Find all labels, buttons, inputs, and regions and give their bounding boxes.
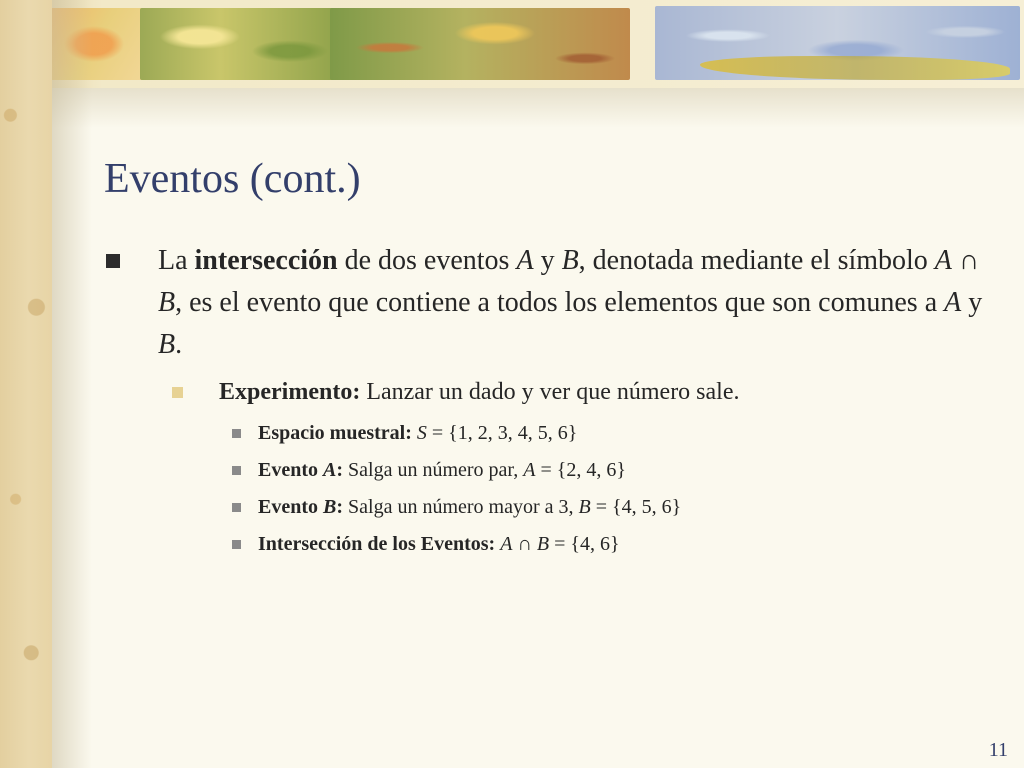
sample-space-text: Espacio muestral: S = {1, 2, 3, 4, 5, 6}: [258, 422, 578, 444]
event-b-text: Evento B: Salga un número mayor a 3, B = {4, 5, 6}: [258, 496, 682, 518]
parchment-strip: [0, 0, 52, 768]
definition-text: La intersección de dos eventos A y B, denotada mediante el símbolo A ∩ B, es el evento que contiene a todos los elementos que son comunes a A y B.: [158, 245, 983, 360]
decorative-photo-2: [140, 8, 340, 80]
experiment-text: Experimento: Lanzar un dado y ver que número sale.: [219, 379, 740, 405]
banner-shadow: [52, 88, 1024, 128]
square-bullet-icon: [232, 466, 241, 475]
square-bullet-icon: [232, 429, 241, 438]
bullet-intersection-definition: [104, 240, 994, 366]
square-bullet-icon: [172, 387, 183, 398]
intersection-events-text: Intersección de los Eventos: A ∩ B = {4, 6}: [258, 533, 620, 555]
bullet-experiment: [172, 374, 994, 410]
event-a-text: Evento A: Salga un número par, A = {2, 4, 6}: [258, 459, 626, 481]
bullet-sample-space: [232, 419, 994, 447]
decorative-photo-3: [330, 8, 630, 80]
slide-title: Eventos (cont.): [104, 156, 361, 202]
square-bullet-icon: [232, 503, 241, 512]
parchment-shadow: [52, 0, 92, 768]
page-number: 11: [988, 739, 1008, 761]
bullet-event-a: [232, 456, 994, 484]
square-bullet-icon: [232, 540, 241, 549]
slide-content: [104, 240, 994, 558]
bullet-event-b: [232, 493, 994, 521]
bullet-intersection-events: [232, 530, 994, 558]
square-bullet-icon: [106, 254, 120, 268]
